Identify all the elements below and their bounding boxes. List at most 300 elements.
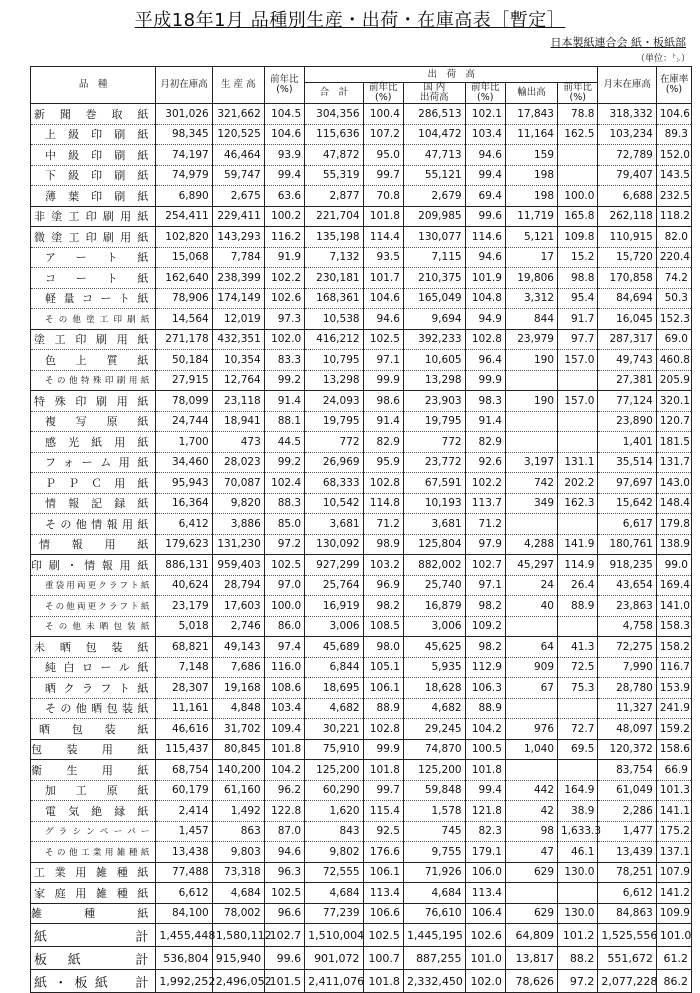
- row-label: その他情報用紙: [31, 514, 156, 535]
- cell-value: 286,513: [403, 104, 465, 125]
- cell-value: 97.2: [264, 534, 304, 555]
- cell-value: 99.7: [363, 780, 403, 801]
- cell-value: 66.9: [656, 760, 691, 781]
- cell-value: 104.5: [264, 104, 304, 125]
- cell-value: [505, 760, 557, 781]
- cell-value: 95.0: [363, 145, 403, 166]
- cell-value: 96.4: [465, 350, 505, 371]
- cell-value: 84,863: [598, 903, 656, 924]
- cell-value: 97.9: [465, 534, 505, 555]
- cell-value: 116.7: [656, 657, 691, 678]
- cell-value: 101.8: [264, 739, 304, 760]
- header-shipments: 出 荷 高: [305, 67, 598, 83]
- cell-value: 1,525,556: [598, 924, 656, 947]
- cell-value: 15,642: [598, 493, 656, 514]
- cell-value: 97.7: [558, 329, 598, 350]
- cell-value: 94.9: [465, 309, 505, 330]
- cell-value: 6,617: [598, 514, 656, 535]
- cell-value: 71,926: [403, 862, 465, 883]
- table-row: [31, 821, 692, 842]
- cell-value: 55,121: [403, 165, 465, 186]
- cell-value: [505, 514, 557, 535]
- header-domestic: 国 内 出荷高: [403, 83, 465, 104]
- table-row: [31, 493, 692, 514]
- cell-value: 11,164: [505, 124, 557, 145]
- cell-value: 115,636: [305, 124, 363, 145]
- cell-value: 100.0: [264, 596, 304, 617]
- cell-value: 30,221: [305, 719, 363, 740]
- cell-value: 4,682: [305, 698, 363, 719]
- table-row: [31, 903, 692, 924]
- row-label: 複写原紙: [31, 411, 156, 432]
- total-row: [31, 970, 692, 993]
- cell-value: [558, 432, 598, 453]
- cell-value: 1,455,448: [156, 924, 212, 947]
- cell-value: 210,375: [403, 268, 465, 289]
- cell-value: 13,438: [156, 842, 212, 863]
- cell-value: 78,906: [156, 288, 212, 309]
- cell-value: 92.6: [465, 452, 505, 473]
- cell-value: 98.2: [465, 596, 505, 617]
- row-label: ＰＰＣ用紙: [31, 473, 156, 494]
- cell-value: 165.8: [558, 206, 598, 227]
- table-row: [31, 124, 692, 145]
- cell-value: 76,610: [403, 903, 465, 924]
- cell-value: 18,628: [403, 678, 465, 699]
- cell-value: 460.8: [656, 350, 691, 371]
- cell-value: 73,318: [212, 862, 264, 883]
- row-label: 重袋用両更クラフト紙: [31, 575, 156, 596]
- cell-value: 82.0: [656, 227, 691, 248]
- cell-value: 103.2: [363, 555, 403, 576]
- row-label: 紙 計: [31, 924, 156, 947]
- table-row: [31, 350, 692, 371]
- header-closing-stock: 月末在庫高: [598, 67, 656, 104]
- cell-value: 68,821: [156, 637, 212, 658]
- cell-value: 100.7: [363, 947, 403, 970]
- cell-value: 10,538: [305, 309, 363, 330]
- cell-value: 16,045: [598, 309, 656, 330]
- cell-value: 93.9: [264, 145, 304, 166]
- cell-value: 202.2: [558, 473, 598, 494]
- cell-value: 72,789: [598, 145, 656, 166]
- cell-value: 104.8: [465, 288, 505, 309]
- page-title: 平成18年1月 品種別生産・出荷・在庫高表［暫定］: [134, 10, 566, 31]
- cell-value: [558, 370, 598, 391]
- cell-value: 104.6: [363, 288, 403, 309]
- cell-value: 287,317: [598, 329, 656, 350]
- row-label: 特殊印刷用紙: [31, 391, 156, 412]
- cell-value: 103.4: [264, 698, 304, 719]
- cell-value: [505, 370, 557, 391]
- cell-value: 72.7: [558, 719, 598, 740]
- cell-value: 47: [505, 842, 557, 863]
- cell-value: 98.2: [465, 637, 505, 658]
- cell-value: 24: [505, 575, 557, 596]
- cell-value: 190: [505, 350, 557, 371]
- cell-value: 97.4: [264, 637, 304, 658]
- header-total-yoy: 前年比 (%): [363, 83, 403, 104]
- cell-value: 2,411,076: [305, 970, 363, 993]
- cell-value: 28,794: [212, 575, 264, 596]
- cell-value: 141.1: [656, 801, 691, 822]
- cell-value: 959,403: [212, 555, 264, 576]
- cell-value: 98.3: [465, 391, 505, 412]
- cell-value: 63.6: [264, 186, 304, 207]
- cell-value: 99.4: [465, 165, 505, 186]
- cell-value: 103.4: [465, 124, 505, 145]
- cell-value: 7,148: [156, 657, 212, 678]
- cell-value: 976: [505, 719, 557, 740]
- cell-value: 99.9: [363, 739, 403, 760]
- row-label: 微塗工印刷用紙: [31, 227, 156, 248]
- cell-value: 67: [505, 678, 557, 699]
- cell-value: 87.0: [264, 821, 304, 842]
- cell-value: 4,684: [212, 883, 264, 904]
- cell-value: 321,662: [212, 104, 264, 125]
- cell-value: 844: [505, 309, 557, 330]
- cell-value: 2,496,052: [212, 970, 264, 993]
- cell-value: 91.4: [465, 411, 505, 432]
- header-production-yoy: 前年比 (%): [264, 67, 304, 104]
- cell-value: 102.8: [465, 329, 505, 350]
- table-row: [31, 616, 692, 637]
- cell-value: 85.0: [264, 514, 304, 535]
- cell-value: 2,679: [403, 186, 465, 207]
- cell-value: 72,555: [305, 862, 363, 883]
- cell-value: 19,806: [505, 268, 557, 289]
- cell-value: 5,018: [156, 616, 212, 637]
- cell-value: [558, 145, 598, 166]
- row-label: 衛生用紙: [31, 760, 156, 781]
- cell-value: 106.6: [363, 903, 403, 924]
- cell-value: 102.7: [264, 924, 304, 947]
- cell-value: 6,844: [305, 657, 363, 678]
- cell-value: 61,049: [598, 780, 656, 801]
- cell-value: 109.2: [465, 616, 505, 637]
- row-label: 工業用雑種紙: [31, 862, 156, 883]
- cell-value: 882,002: [403, 555, 465, 576]
- cell-value: 88.2: [558, 947, 598, 970]
- cell-value: 59,848: [403, 780, 465, 801]
- table-row: [31, 411, 692, 432]
- cell-value: 27,381: [598, 370, 656, 391]
- cell-value: 96.9: [363, 575, 403, 596]
- cell-value: 46,464: [212, 145, 264, 166]
- row-label: グラシンペーパー: [31, 821, 156, 842]
- cell-value: [558, 616, 598, 637]
- cell-value: 9,755: [403, 842, 465, 863]
- cell-value: 88.9: [558, 596, 598, 617]
- cell-value: 49,143: [212, 637, 264, 658]
- cell-value: 97.2: [558, 970, 598, 993]
- cell-value: 91.9: [264, 247, 304, 268]
- cell-value: 742: [505, 473, 557, 494]
- cell-value: 3,312: [505, 288, 557, 309]
- header-exports-yoy: 前年比 (%): [558, 83, 598, 104]
- cell-value: 238,399: [212, 268, 264, 289]
- cell-value: 101.8: [363, 206, 403, 227]
- cell-value: 158.6: [656, 739, 691, 760]
- cell-value: 72,275: [598, 637, 656, 658]
- cell-value: 29,245: [403, 719, 465, 740]
- cell-value: 78.8: [558, 104, 598, 125]
- cell-value: 102.8: [363, 719, 403, 740]
- cell-value: 83.3: [264, 350, 304, 371]
- row-label: 感光紙用紙: [31, 432, 156, 453]
- row-label: 未晒包装紙: [31, 637, 156, 658]
- table-row: [31, 391, 692, 412]
- cell-value: 40,624: [156, 575, 212, 596]
- cell-value: 141.9: [558, 534, 598, 555]
- cell-value: 1,580,112: [212, 924, 264, 947]
- cell-value: 74,870: [403, 739, 465, 760]
- cell-value: 130,077: [403, 227, 465, 248]
- cell-value: 23,179: [156, 596, 212, 617]
- cell-value: 11,161: [156, 698, 212, 719]
- cell-value: 104.6: [656, 104, 691, 125]
- cell-value: 432,351: [212, 329, 264, 350]
- cell-value: 96.2: [264, 780, 304, 801]
- cell-value: 104.2: [264, 760, 304, 781]
- total-row: [31, 924, 692, 947]
- cell-value: 88.9: [363, 698, 403, 719]
- cell-value: 77,239: [305, 903, 363, 924]
- cell-value: 24,744: [156, 411, 212, 432]
- table-row: [31, 862, 692, 883]
- cell-value: 16,919: [305, 596, 363, 617]
- cell-value: 101.8: [363, 970, 403, 993]
- table-row: [31, 473, 692, 494]
- cell-value: 70,087: [212, 473, 264, 494]
- cell-value: 5,935: [403, 657, 465, 678]
- cell-value: 2,286: [598, 801, 656, 822]
- cell-value: 2,877: [305, 186, 363, 207]
- cell-value: 23,979: [505, 329, 557, 350]
- cell-value: 70.8: [363, 186, 403, 207]
- cell-value: 82.9: [363, 432, 403, 453]
- cell-value: 38.9: [558, 801, 598, 822]
- cell-value: 99.9: [363, 370, 403, 391]
- cell-value: 61.2: [656, 947, 691, 970]
- cell-value: 95,943: [156, 473, 212, 494]
- cell-value: 220.4: [656, 247, 691, 268]
- cell-value: 99.6: [264, 947, 304, 970]
- cell-value: 180,761: [598, 534, 656, 555]
- cell-value: 7,132: [305, 247, 363, 268]
- cell-value: 629: [505, 862, 557, 883]
- cell-value: 80,845: [212, 739, 264, 760]
- row-label: 純白ロール紙: [31, 657, 156, 678]
- cell-value: 94.6: [465, 145, 505, 166]
- cell-value: 2,414: [156, 801, 212, 822]
- cell-value: 23,863: [598, 596, 656, 617]
- cell-value: 99.9: [465, 370, 505, 391]
- row-label: その他晒包装紙: [31, 698, 156, 719]
- cell-value: 102.1: [465, 104, 505, 125]
- cell-value: 11,719: [505, 206, 557, 227]
- cell-value: 97,697: [598, 473, 656, 494]
- cell-value: 116.0: [264, 657, 304, 678]
- cell-value: 536,804: [156, 947, 212, 970]
- cell-value: 43,654: [598, 575, 656, 596]
- cell-value: 114.6: [465, 227, 505, 248]
- row-label: 情報用紙: [31, 534, 156, 555]
- cell-value: 94.6: [465, 247, 505, 268]
- cell-value: 392,233: [403, 329, 465, 350]
- statistics-table: [30, 66, 692, 993]
- cell-value: 114.4: [363, 227, 403, 248]
- cell-value: 88.9: [465, 698, 505, 719]
- row-label: 雑種紙: [31, 903, 156, 924]
- header-production: 生 産 高: [212, 67, 264, 104]
- cell-value: 107.2: [363, 124, 403, 145]
- cell-value: 102.5: [363, 924, 403, 947]
- cell-value: 318,332: [598, 104, 656, 125]
- cell-value: 7,686: [212, 657, 264, 678]
- cell-value: 48,097: [598, 719, 656, 740]
- cell-value: 102,820: [156, 227, 212, 248]
- total-row: [31, 947, 692, 970]
- cell-value: 143.0: [656, 473, 691, 494]
- cell-value: 1,040: [505, 739, 557, 760]
- cell-value: [558, 883, 598, 904]
- cell-value: 98,345: [156, 124, 212, 145]
- cell-value: 157.0: [558, 391, 598, 412]
- cell-value: 17,843: [505, 104, 557, 125]
- row-label: 紙・板紙 計: [31, 970, 156, 993]
- cell-value: 104.6: [264, 124, 304, 145]
- cell-value: 78,099: [156, 391, 212, 412]
- cell-value: 1,401: [598, 432, 656, 453]
- row-label: 非塗工印刷用紙: [31, 206, 156, 227]
- cell-value: 3,681: [403, 514, 465, 535]
- cell-value: 78,002: [212, 903, 264, 924]
- cell-value: 104,472: [403, 124, 465, 145]
- cell-value: 26.4: [558, 575, 598, 596]
- cell-value: 153.9: [656, 678, 691, 699]
- cell-value: 9,820: [212, 493, 264, 514]
- cell-value: 114.8: [363, 493, 403, 514]
- cell-value: [558, 514, 598, 535]
- cell-value: 1,457: [156, 821, 212, 842]
- row-label: 加工原紙: [31, 780, 156, 801]
- cell-value: 162.3: [558, 493, 598, 514]
- cell-value: 17: [505, 247, 557, 268]
- cell-value: 6,412: [156, 514, 212, 535]
- cell-value: 42: [505, 801, 557, 822]
- cell-value: 114.9: [558, 555, 598, 576]
- cell-value: 159.2: [656, 719, 691, 740]
- cell-value: 45,625: [403, 637, 465, 658]
- cell-value: 99.2: [264, 370, 304, 391]
- cell-value: 1,510,004: [305, 924, 363, 947]
- cell-value: 168,361: [305, 288, 363, 309]
- cell-value: 13,298: [403, 370, 465, 391]
- cell-value: 4,684: [403, 883, 465, 904]
- cell-value: 24,093: [305, 391, 363, 412]
- cell-value: 91.4: [264, 391, 304, 412]
- cell-value: 86.2: [656, 970, 691, 993]
- cell-value: 94.6: [363, 309, 403, 330]
- cell-value: 78,251: [598, 862, 656, 883]
- table-row: [31, 227, 692, 248]
- cell-value: 98: [505, 821, 557, 842]
- cell-value: 12,019: [212, 309, 264, 330]
- cell-value: 122.8: [264, 801, 304, 822]
- cell-value: 60,290: [305, 780, 363, 801]
- cell-value: 40: [505, 596, 557, 617]
- cell-value: 74.2: [656, 268, 691, 289]
- table-body: [31, 104, 692, 993]
- table-row: [31, 637, 692, 658]
- table-row: [31, 452, 692, 473]
- cell-value: 98.6: [363, 391, 403, 412]
- cell-value: 64: [505, 637, 557, 658]
- header-stock-ratio: 在庫率 (%): [656, 67, 691, 104]
- cell-value: 772: [403, 432, 465, 453]
- cell-value: 19,795: [305, 411, 363, 432]
- table-row: [31, 596, 692, 617]
- table-row: [31, 145, 692, 166]
- table-row: [31, 555, 692, 576]
- cell-value: 140,200: [212, 760, 264, 781]
- cell-value: 98.0: [363, 637, 403, 658]
- cell-value: [505, 432, 557, 453]
- cell-value: 2,746: [212, 616, 264, 637]
- cell-value: 28,307: [156, 678, 212, 699]
- cell-value: 9,802: [305, 842, 363, 863]
- table-row: [31, 801, 692, 822]
- cell-value: 26,969: [305, 452, 363, 473]
- cell-value: 106.1: [363, 678, 403, 699]
- cell-value: 101.0: [465, 947, 505, 970]
- cell-value: 28,780: [598, 678, 656, 699]
- cell-value: 99.4: [264, 165, 304, 186]
- cell-value: 31,702: [212, 719, 264, 740]
- cell-value: 84,100: [156, 903, 212, 924]
- cell-value: 109.9: [656, 903, 691, 924]
- organization-label: 日本製紙連合会 紙・板紙部: [550, 36, 686, 49]
- cell-value: 106.0: [465, 862, 505, 883]
- row-label: 薄葉印刷紙: [31, 186, 156, 207]
- cell-value: 4,684: [305, 883, 363, 904]
- cell-value: 55,319: [305, 165, 363, 186]
- cell-value: 25,740: [403, 575, 465, 596]
- row-label: 新聞巻取紙: [31, 104, 156, 125]
- table-row: [31, 165, 692, 186]
- cell-value: 49,743: [598, 350, 656, 371]
- cell-value: 100.2: [264, 206, 304, 227]
- cell-value: 254,411: [156, 206, 212, 227]
- cell-value: 102.4: [264, 473, 304, 494]
- cell-value: 100.5: [465, 739, 505, 760]
- cell-value: 97.1: [363, 350, 403, 371]
- cell-value: 131.1: [558, 452, 598, 473]
- cell-value: 141.0: [656, 596, 691, 617]
- cell-value: 100.4: [363, 104, 403, 125]
- cell-value: 23,903: [403, 391, 465, 412]
- cell-value: 78,626: [505, 970, 557, 993]
- cell-value: 106.4: [465, 903, 505, 924]
- cell-value: 12,764: [212, 370, 264, 391]
- cell-value: 101.3: [656, 780, 691, 801]
- cell-value: 115.4: [363, 801, 403, 822]
- row-label: その他塗工印刷紙: [31, 309, 156, 330]
- cell-value: 71.2: [363, 514, 403, 535]
- cell-value: 99.0: [656, 555, 691, 576]
- cell-value: 4,288: [505, 534, 557, 555]
